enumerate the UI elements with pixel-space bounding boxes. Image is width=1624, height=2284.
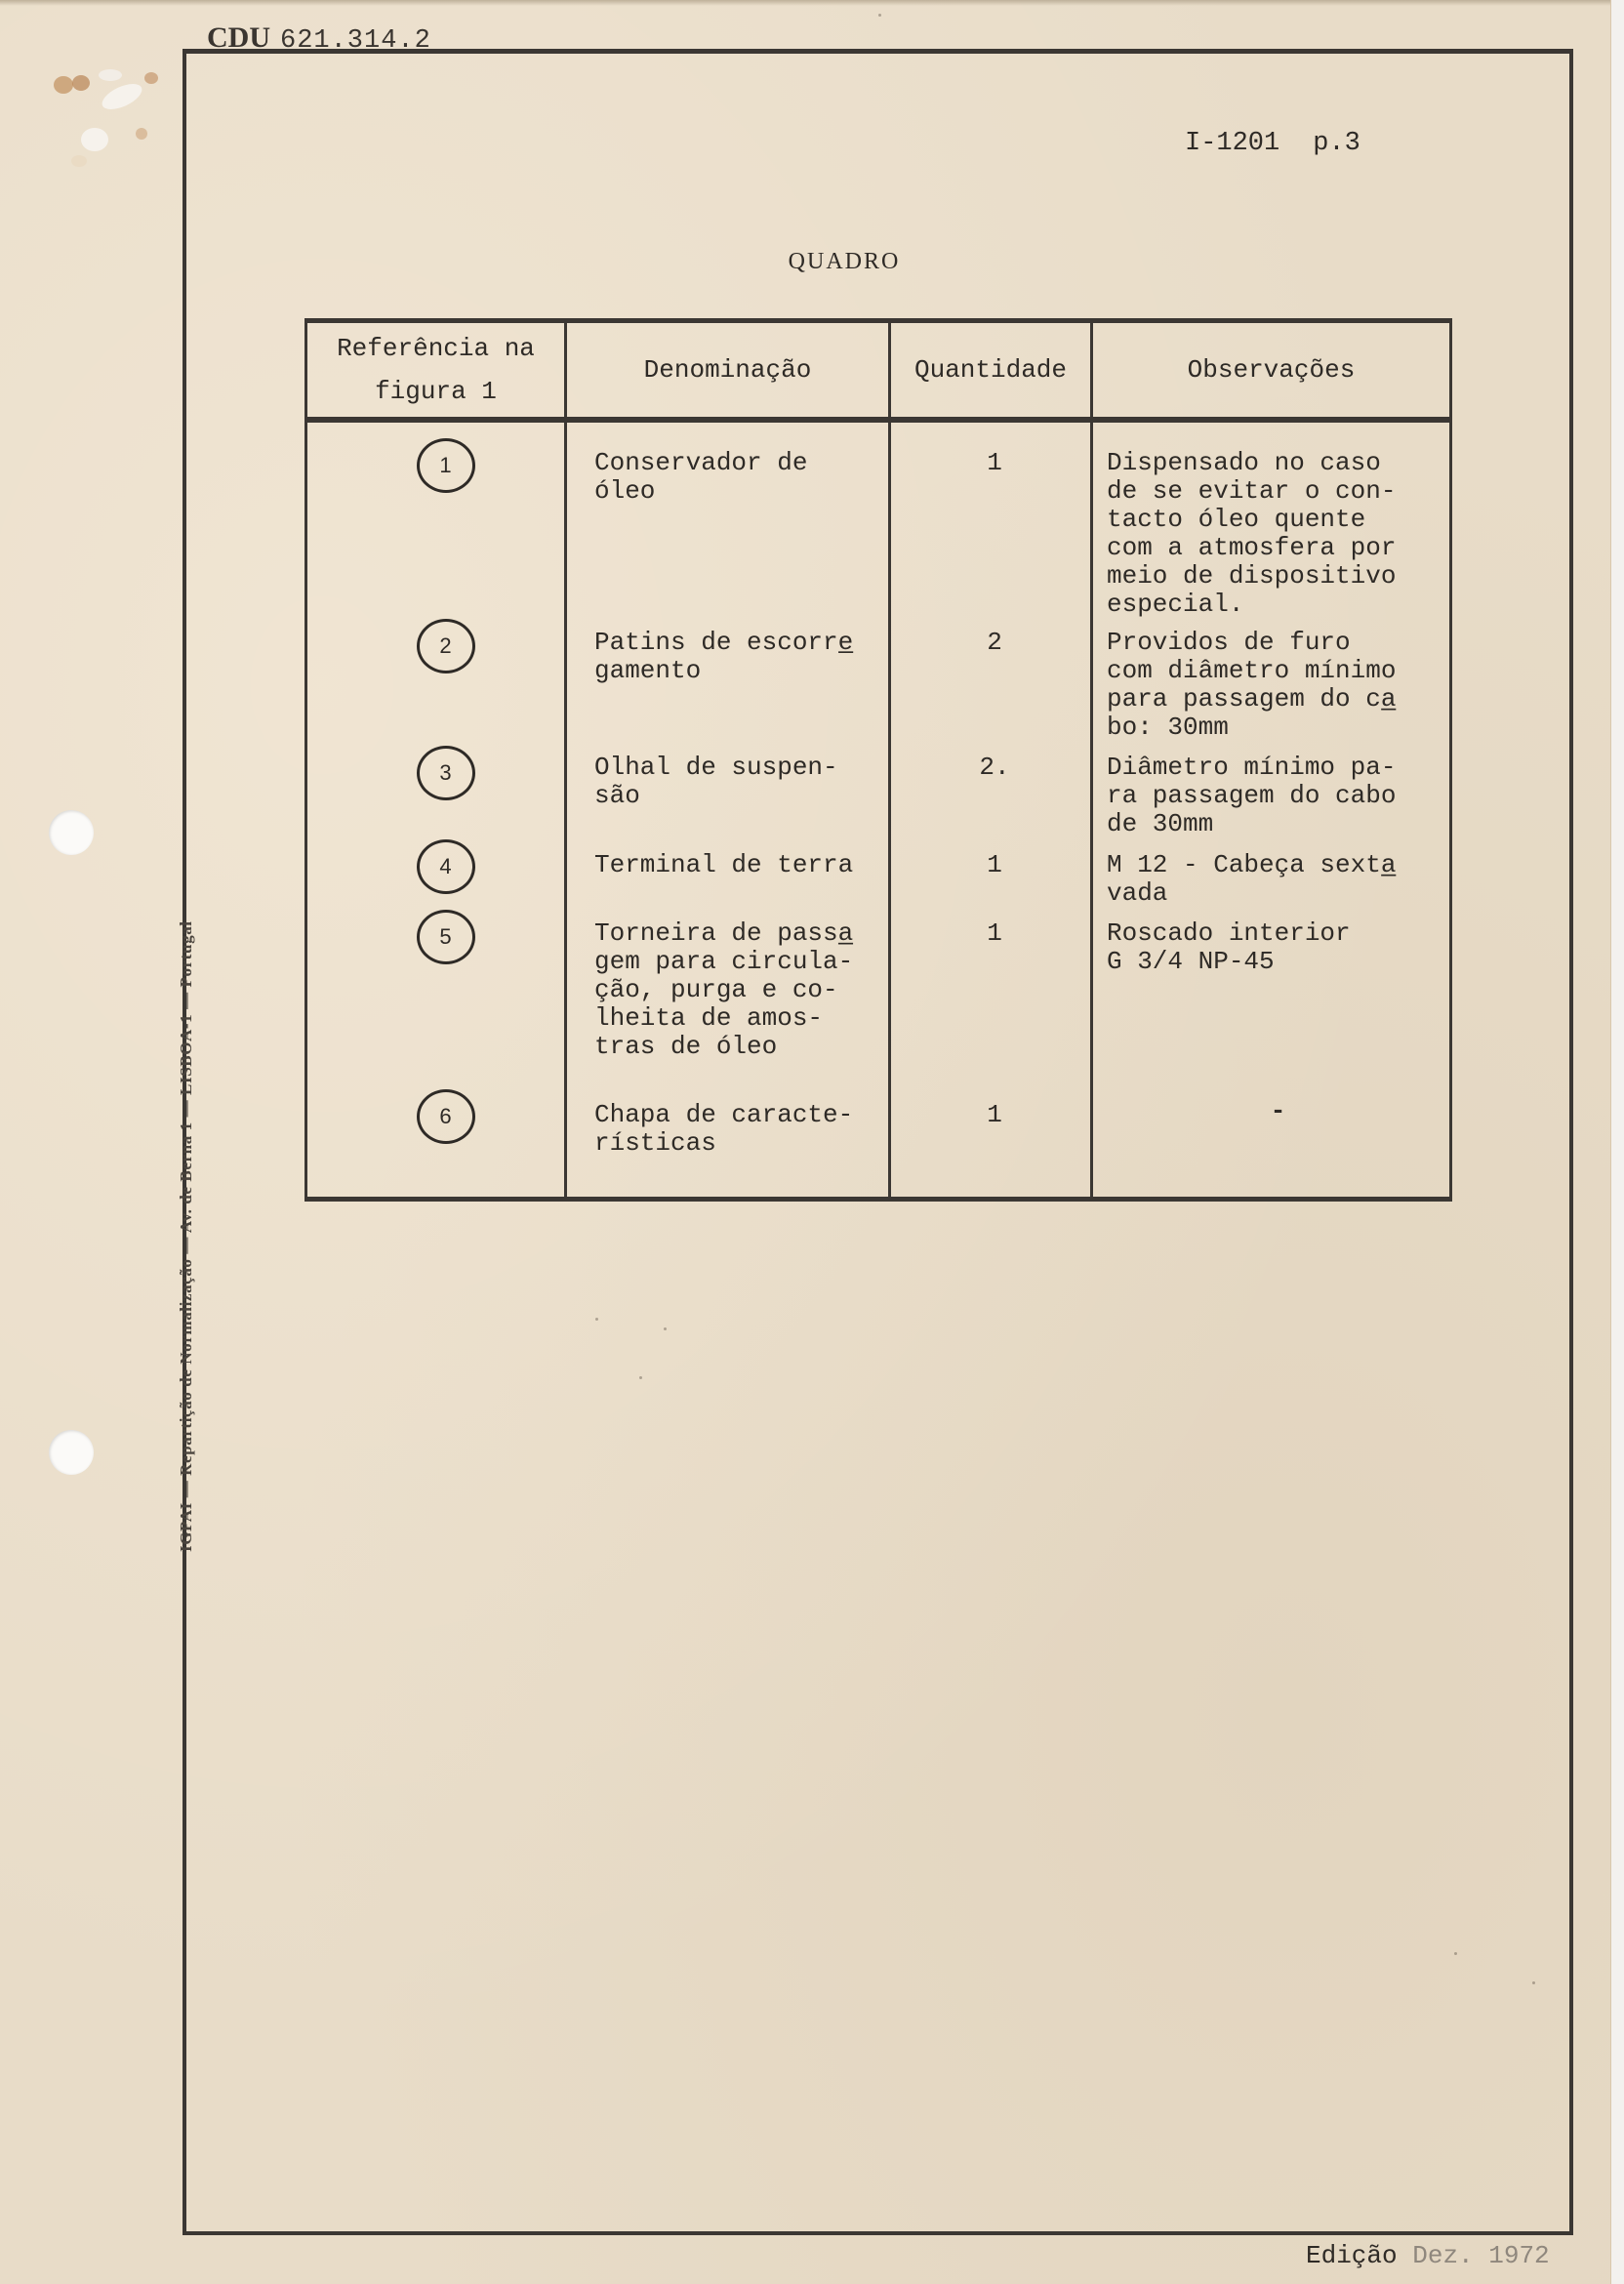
text-line: Roscado interior — [1107, 918, 1351, 948]
text-line: tras de óleo — [594, 1032, 778, 1061]
quantity-cell: 2. — [890, 744, 1092, 839]
quantity-cell: 1 — [890, 910, 1092, 1089]
quantity-cell: 1 — [890, 1089, 1092, 1200]
scan-margin — [1611, 0, 1624, 2284]
header-line: Referência na — [337, 334, 535, 363]
denomination-cell — [566, 420, 890, 619]
text-line: ção, purga e co- — [594, 975, 838, 1004]
quantity-cell: 1 — [890, 420, 1092, 619]
reference-number-circle: 2 — [417, 619, 475, 673]
paper-speck — [639, 1376, 642, 1379]
text-line: são — [594, 781, 640, 810]
observations-cell: - — [1092, 1089, 1451, 1200]
observations-cell — [1092, 744, 1451, 839]
text-line: Conservador de — [594, 448, 808, 477]
text-line: Terminal de terra — [594, 850, 854, 879]
reference-number-circle: 5 — [417, 910, 475, 964]
paper-speck — [664, 1327, 667, 1330]
text-line: bo: 30mm — [1107, 713, 1229, 742]
text-line: Diâmetro mínimo pa- — [1107, 753, 1397, 782]
quantity-cell: 1 — [890, 839, 1092, 910]
table-row — [306, 420, 1451, 619]
edition-footer — [1306, 2241, 1550, 2270]
edition-label: Edição — [1306, 2241, 1398, 2270]
paper-speck — [595, 1318, 598, 1321]
denomination-cell — [566, 910, 890, 1089]
reference-cell — [306, 1089, 566, 1200]
reference-number-circle: 1 — [417, 438, 475, 493]
text-line: com a atmosfera por — [1107, 533, 1397, 562]
text-line: Patins de escorre̲ — [594, 628, 854, 657]
document-reference — [1185, 129, 1360, 158]
column-header-quantity: Quantidade — [890, 321, 1092, 421]
paper-damage-mark — [44, 63, 171, 171]
observations-cell — [1092, 910, 1451, 1089]
reference-cell — [306, 744, 566, 839]
components-table — [304, 318, 1452, 1202]
observations-cell — [1092, 619, 1451, 744]
text-line: Olhal de suspen- — [594, 753, 838, 782]
punch-hole-bottom — [49, 1430, 94, 1475]
table-row — [306, 910, 1451, 1089]
cdu-number: 621.314.2 — [280, 26, 431, 56]
text-line: Torneira de passa̲ — [594, 918, 854, 948]
punch-hole-top — [49, 810, 94, 855]
column-header-reference — [306, 321, 566, 421]
text-line: para passagem do ca̲ — [1107, 684, 1397, 714]
table-row — [306, 744, 1451, 839]
reference-cell — [306, 619, 566, 744]
table-header-row — [306, 321, 1451, 421]
text-line: meio de dispositivo — [1107, 561, 1397, 591]
reference-number-circle: 4 — [417, 839, 475, 894]
denomination-cell — [566, 839, 890, 910]
paper-speck — [1454, 1952, 1457, 1955]
paper-speck — [878, 14, 881, 17]
text-line: de 30mm — [1107, 809, 1214, 838]
denomination-cell — [566, 619, 890, 744]
header-line: figura 1 — [375, 377, 497, 406]
publisher-margin-text: IGPAI — Repartição de Normalização — Av. de Berna 1 — LISBOA-1 — Portugal — [177, 920, 195, 1552]
text-line: gamento — [594, 656, 702, 685]
text-line: com diâmetro mínimo — [1107, 656, 1397, 685]
reference-cell — [306, 839, 566, 910]
cdu-classification — [207, 21, 431, 56]
reference-cell — [306, 910, 566, 1089]
reference-number-circle: 6 — [417, 1089, 475, 1144]
text-line: lheita de amos- — [594, 1003, 824, 1033]
column-header-observations: Observações — [1092, 321, 1451, 421]
text-line: G 3/4 NP-45 — [1107, 947, 1275, 976]
table-row — [306, 839, 1451, 910]
text-line: gem para circula- — [594, 947, 854, 976]
paper-top-edge — [0, 0, 1610, 6]
text-line: especial. — [1107, 590, 1244, 619]
text-line: tacto óleo quente — [1107, 505, 1366, 534]
column-header-denomination: Denominação — [566, 321, 890, 421]
text-line: Chapa de caracte- — [594, 1100, 854, 1129]
quantity-cell: 2 — [890, 619, 1092, 744]
observations-cell — [1092, 839, 1451, 910]
denomination-cell — [566, 744, 890, 839]
edition-date: Dez. 1972 — [1412, 2241, 1550, 2270]
page-number: p.3 — [1313, 129, 1360, 158]
text-line: M 12 - Cabeça sexta̲ — [1107, 850, 1397, 879]
text-line: Dispensado no caso — [1107, 448, 1381, 477]
paper-speck — [1532, 1981, 1535, 1984]
cdu-label: CDU — [207, 21, 270, 54]
text-line: rísticas — [594, 1128, 716, 1158]
document-code: I-1201 — [1185, 129, 1280, 158]
table-row — [306, 619, 1451, 744]
section-title: QUADRO — [788, 249, 901, 274]
reference-cell — [306, 420, 566, 619]
text-line: vada — [1107, 878, 1168, 908]
denomination-cell — [566, 1089, 890, 1200]
observations-cell — [1092, 420, 1451, 619]
text-line: ra passagem do cabo — [1107, 781, 1397, 810]
table-row — [306, 1089, 1451, 1200]
reference-number-circle: 3 — [417, 746, 475, 800]
text-line: Providos de furo — [1107, 628, 1351, 657]
text-line: de se evitar o con- — [1107, 476, 1397, 506]
text-line: óleo — [594, 476, 656, 506]
